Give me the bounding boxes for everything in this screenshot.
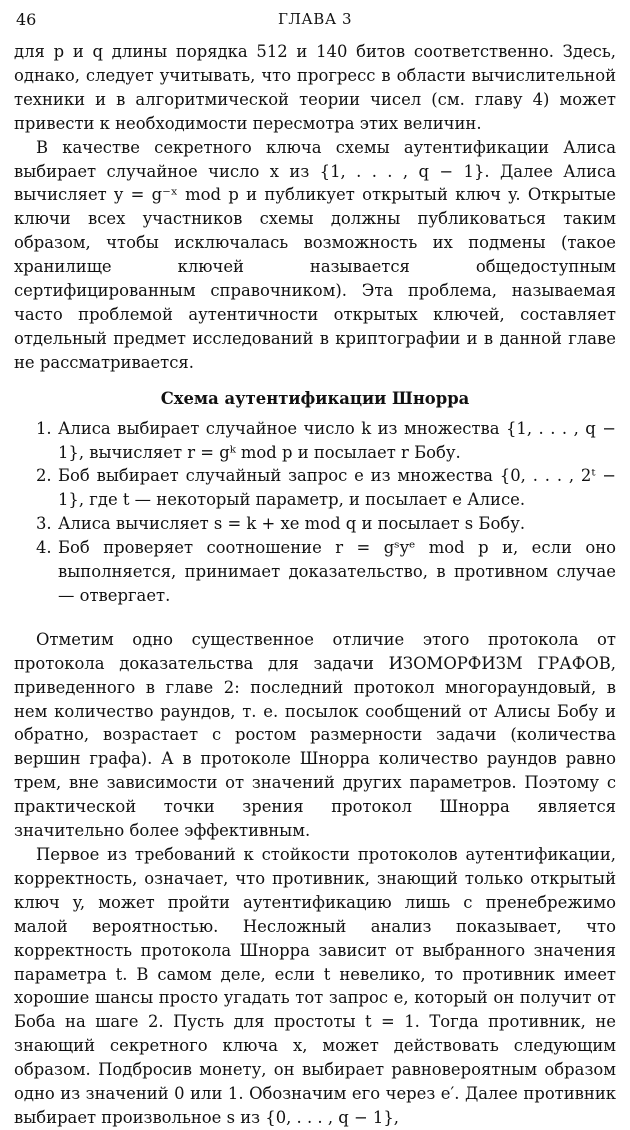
page-number: 46 bbox=[16, 10, 37, 29]
step-text: Алиса выбирает случайное число k из множества {1, . . . , q − 1}, вычисляет r = gᵏ mod p и посылает r Бобу. bbox=[58, 418, 616, 462]
step-text: Боб проверяет соотношение r = gˢyᵉ mod p и, если оно выполняется, принимает доказательство, в противном случае — отвергает. bbox=[58, 538, 616, 605]
paragraph-secret-key: В качестве секретного ключа схемы аутентификации Алиса выбирает случайное число x из {1, . . . , q − 1}. Далее Алиса вычисляет y = g⁻ˣ mod p и публикует открытый ключ y. Открытые ключи всех участников схемы должны публиковаться таким образом, чтобы исключалась возможность их подмены (такое хранилище ключей называется общедоступным сертифицированным справочником). Эта проблема, называемая часто проблемой аутентичности открытых ключей, составляет отдельный предмет исследований в криптографии и в данной главе не рассматривается. bbox=[14, 137, 616, 372]
step-number: 3. bbox=[36, 514, 52, 534]
running-head bbox=[14, 8, 616, 34]
chapter-title: ГЛАВА 3 bbox=[277, 10, 352, 28]
protocol-step bbox=[14, 536, 616, 608]
paragraph-key-lengths: для p и q длины порядка 512 и 140 битов соответственно. Здесь, однако, следует учитывать, что прогресс в области вычислительной техники и в алгоритмической теории чисел (см. главу 4) может привести к необходимости пересмотра этих величин. bbox=[14, 42, 616, 133]
protocol-step bbox=[14, 512, 616, 536]
step-number: 2. bbox=[36, 466, 52, 486]
step-text: Боб выбирает случайный запрос e из множества {0, . . . , 2ᵗ − 1}, где t — некоторый параметр, и посылает e Алисе. bbox=[58, 466, 616, 510]
paragraph-comparison: Отметим одно существенное отличие этого протокола от протокола доказательства для задачи ИЗОМОРФИЗМ ГРАФОВ, приведенного в главе 2: последний протокол многораундовый, в нем количество раундов, т. е. посылок сообщений от Алисы Бобу и обратно, возрастает с ростом размерности задачи (количества вершин графа). А в протоколе Шнорра количество раундов равно трем, вне зависимости от значений других параметров. Поэтому с практической точки зрения протокол Шнорра является значительно более эффективным. bbox=[14, 629, 616, 841]
step-text: Алиса вычисляет s = k + xe mod q и посылает s Бобу. bbox=[58, 514, 526, 534]
step-number: 1. bbox=[36, 418, 52, 438]
step-number: 4. bbox=[36, 538, 52, 558]
paragraph-correctness: Первое из требований к стойкости протоколов аутентификации, корректность, означает, что противник, знающий только открытый ключ y, может пройти аутентификацию лишь с пренебрежимо малой вероятностью. Несложный анализ показывает, что корректность протокола Шнорра зависит от выбранного значения параметра t. В самом деле, если t невелико, то противник имеет хорошие шансы просто угадать тот запрос e, который он получит от Боба на шаге 2. Пусть для простоты t = 1. Тогда противник, не знающий секретного ключа x, может действовать следующим образом. Подбросив монету, он выбирает равновероятным образом одно из значений 0 или 1. Обозначим его через e′. Далее противник выбирает произвольное s из {0, . . . , q − 1}, bbox=[14, 845, 616, 1127]
protocol-step bbox=[14, 417, 616, 465]
protocol-steps-list bbox=[14, 417, 616, 608]
section-heading: Схема аутентификации Шнорра bbox=[160, 388, 470, 408]
protocol-step bbox=[14, 464, 616, 512]
